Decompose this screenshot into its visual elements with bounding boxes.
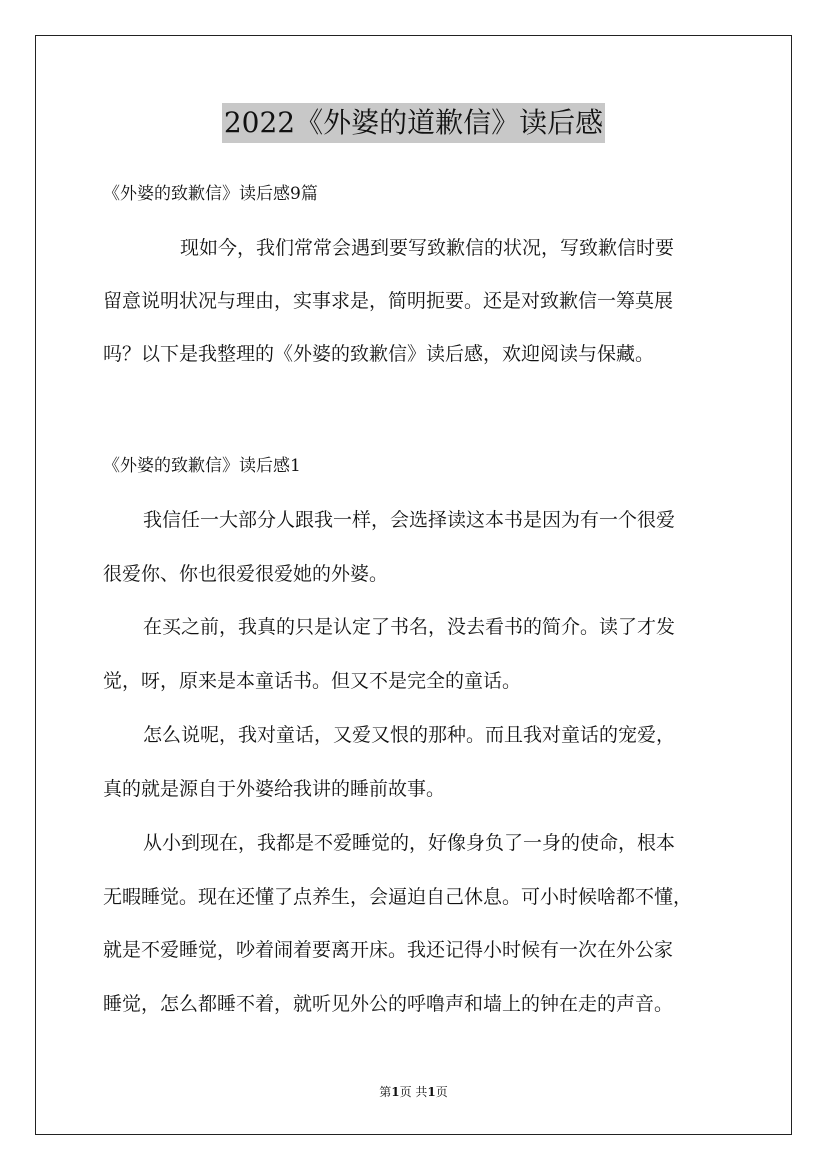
body-line-8: 无暇睡觉。现在还懂了点养生，会逼迫自己休息。可小时候啥都不懂， [103, 886, 693, 908]
document-title-text: 2022《外婆的道歉信》读后感 [222, 103, 605, 143]
body-line-1: 我信任一大部分人跟我一样，会选择读这本书是因为有一个很爱 [143, 509, 676, 531]
footer-page-total: 1 [427, 1085, 436, 1099]
body-line-5: 怎么说呢，我对童话，又爱又恨的那种。而且我对童话的宠爱， [143, 724, 676, 746]
body-line-6: 真的就是源自于外婆给我讲的睡前故事。 [103, 778, 446, 800]
footer-page-suffix: 页 [435, 1085, 448, 1099]
body-line-10: 睡觉，怎么都睡不着，就听见外公的呼噜声和墙上的钟在走的声音。 [103, 993, 674, 1015]
intro-line-1: 现如今，我们常常会遇到要写致歉信的状况，写致歉信时要 [180, 237, 675, 259]
intro-line-3: 吗？以下是我整理的《外婆的致歉信》读后感，欢迎阅读与保藏。 [103, 343, 655, 365]
footer-page-mid: 页 共 [399, 1085, 428, 1099]
body-line-3: 在买之前，我真的只是认定了书名，没去看书的简介。读了才发 [143, 616, 676, 638]
body-line-7: 从小到现在，我都是不爱睡觉的，好像身负了一身的使命，根本 [143, 832, 676, 854]
document-title [0, 102, 827, 143]
intro-heading: 《外婆的致歉信》读后感9篇 [103, 184, 318, 204]
body-line-9: 就是不爱睡觉，吵着闹着要离开床。我还记得小时候有一次在外公家 [103, 939, 674, 961]
footer-page-prefix: 第 [379, 1085, 392, 1099]
body-line-2: 很爱你、你也很爱很爱她的外婆。 [103, 563, 389, 585]
section-heading: 《外婆的致歉信》读后感1 [103, 456, 301, 476]
intro-line-2: 留意说明状况与理由，实事求是，简明扼要。还是对致歉信一筹莫展 [103, 290, 674, 312]
page-footer [0, 1084, 827, 1100]
footer-page-current: 1 [391, 1085, 400, 1099]
body-line-4: 觉，呀，原来是本童话书。但又不是完全的童话。 [103, 670, 522, 692]
